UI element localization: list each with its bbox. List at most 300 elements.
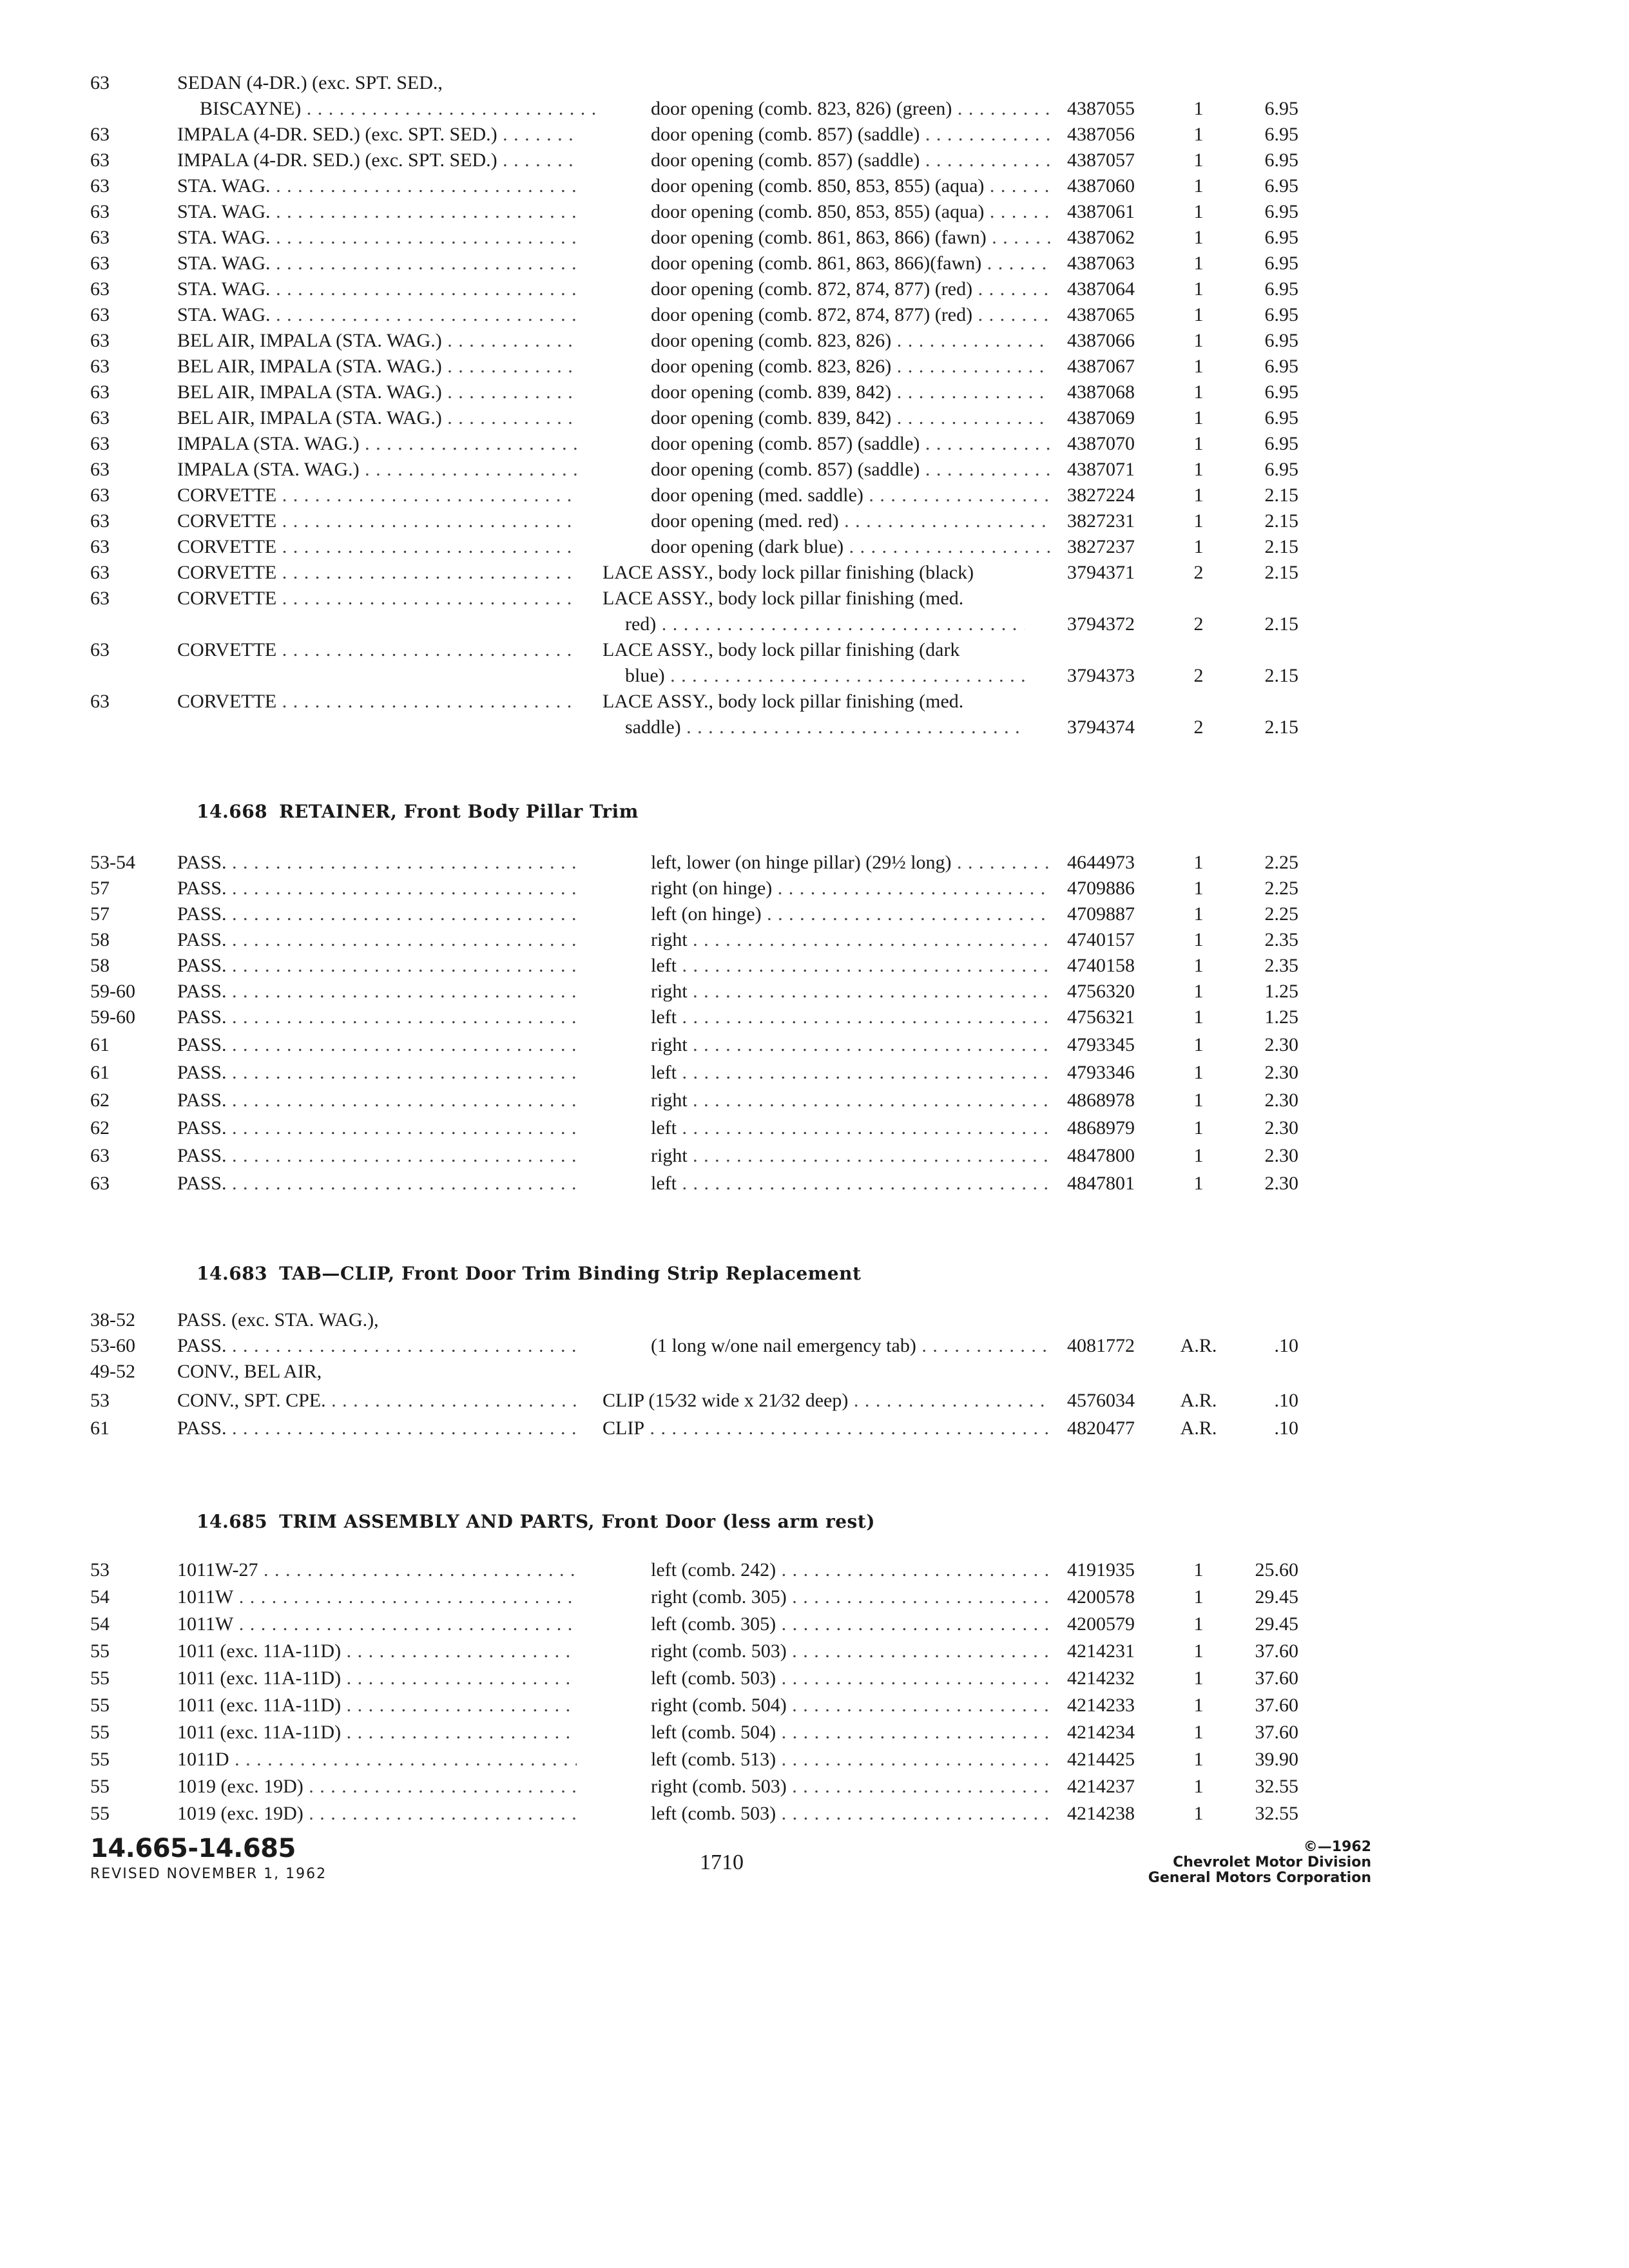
part-number-cell: 4214425 xyxy=(1067,1749,1135,1770)
description-cell xyxy=(651,380,1050,405)
model-cell xyxy=(177,148,577,173)
quantity-cell: 1 xyxy=(1193,253,1204,274)
table-row xyxy=(0,1639,1629,1664)
quantity-cell: 1 xyxy=(1193,1722,1204,1743)
price-cell: 6.95 xyxy=(1264,304,1298,325)
model-text: 1011D xyxy=(177,1749,229,1770)
model-cell xyxy=(177,850,577,875)
price-cell: 2.25 xyxy=(1264,903,1298,925)
description-text: door opening (comb. 857) (saddle) xyxy=(651,149,920,171)
quantity-cell: 1 xyxy=(1193,510,1204,532)
description-text: door opening (comb. 857) (saddle) xyxy=(651,124,920,145)
year-cell: 63 xyxy=(90,175,110,197)
model-text: STA. WAG. xyxy=(177,253,271,274)
model-cell xyxy=(177,303,577,327)
table-row xyxy=(0,1666,1629,1691)
revision-date: REVISED NOVEMBER 1, 1962 xyxy=(90,1866,327,1882)
model-cell xyxy=(177,457,577,482)
model-cell xyxy=(177,1774,577,1799)
price-cell: 2.15 xyxy=(1264,562,1298,583)
description-cell xyxy=(651,406,1050,430)
model-text: 1011W xyxy=(177,1613,234,1635)
year-cell: 63 xyxy=(90,459,110,480)
table-row xyxy=(0,689,1629,714)
price-cell: 6.95 xyxy=(1264,253,1298,274)
description-text: door opening (comb. 857) (saddle) xyxy=(651,433,920,454)
model-text: CORVETTE xyxy=(177,639,277,660)
model-text: 1011 (exc. 11A-11D) xyxy=(177,1695,342,1716)
price-cell: 37.60 xyxy=(1255,1722,1298,1743)
price-cell: 6.95 xyxy=(1264,381,1298,403)
model-text: STA. WAG. xyxy=(177,304,271,325)
quantity-cell: 1 xyxy=(1193,124,1204,145)
price-cell: 6.95 xyxy=(1264,356,1298,377)
quantity-cell: 1 xyxy=(1193,1640,1204,1662)
description-text: left (comb. 504) xyxy=(651,1722,776,1743)
year-cell: 55 xyxy=(90,1776,110,1797)
description-cell xyxy=(651,1612,1050,1637)
description-cell xyxy=(651,1144,1050,1168)
model-cell: CONV., BEL AIR, xyxy=(177,1361,322,1382)
model-text: PASS. xyxy=(177,981,227,1002)
model-text: PASS. xyxy=(177,955,227,976)
description-text: (1 long w/one nail emergency tab) xyxy=(651,1335,916,1356)
model-text: PASS. xyxy=(177,852,227,873)
quantity-cell: 1 xyxy=(1193,1803,1204,1824)
price-cell: 39.90 xyxy=(1255,1749,1298,1770)
description-text: CLIP (15⁄32 wide x 21⁄32 deep) xyxy=(602,1390,849,1411)
quantity-cell: 2 xyxy=(1193,613,1204,635)
part-number-cell: 3827231 xyxy=(1067,510,1135,532)
model-cell xyxy=(177,586,577,611)
table-row xyxy=(0,251,1629,276)
model-text: 1011 (exc. 11A-11D) xyxy=(177,1640,342,1662)
part-number-cell: 4387060 xyxy=(1067,175,1135,197)
description-cell xyxy=(651,928,1050,952)
year-cell: 63 xyxy=(90,201,110,222)
part-number-cell: 3827224 xyxy=(1067,485,1135,506)
description-text: right xyxy=(651,981,688,1002)
section-number: 14.683 xyxy=(197,1263,268,1284)
description-cell xyxy=(651,1033,1050,1057)
table-row xyxy=(0,1308,1629,1332)
description-cell xyxy=(651,483,1050,508)
price-cell: 37.60 xyxy=(1255,1667,1298,1689)
part-number-cell: 3794373 xyxy=(1067,665,1135,686)
part-number-cell: 4191935 xyxy=(1067,1559,1135,1581)
model-cell xyxy=(177,1639,577,1664)
description-cell xyxy=(625,664,1025,688)
description-text: left (comb. 503) xyxy=(651,1803,776,1824)
description-text: door opening (comb. 857) (saddle) xyxy=(651,459,920,480)
year-cell: 55 xyxy=(90,1695,110,1716)
part-number-cell: 3794371 xyxy=(1067,562,1135,583)
table-row xyxy=(0,1033,1629,1057)
part-number-cell: 4214231 xyxy=(1067,1640,1135,1662)
description-cell xyxy=(602,1416,1050,1441)
footer-publisher xyxy=(1148,1840,1371,1886)
price-cell: 6.95 xyxy=(1264,201,1298,222)
model-cell xyxy=(177,1389,577,1413)
price-cell: .10 xyxy=(1274,1390,1298,1411)
model-cell xyxy=(177,535,577,559)
section-heading-14-668 xyxy=(197,801,639,822)
model-text: BEL AIR, IMPALA (STA. WAG.) xyxy=(177,407,442,428)
model-cell xyxy=(177,561,577,585)
model-text: IMPALA (4-DR. SED.) (exc. SPT. SED.) xyxy=(177,124,497,145)
model-cell xyxy=(177,1585,577,1610)
table-row xyxy=(0,1171,1629,1196)
quantity-cell: 2 xyxy=(1193,665,1204,686)
year-cell: 63 xyxy=(90,330,110,351)
price-cell: 2.35 xyxy=(1264,955,1298,976)
model-text: PASS. xyxy=(177,1117,227,1139)
model-text: PASS. xyxy=(177,903,227,925)
year-cell: 63 xyxy=(90,562,110,583)
price-cell: 2.15 xyxy=(1264,665,1298,686)
table-row xyxy=(0,1774,1629,1799)
table-row xyxy=(0,1334,1629,1358)
year-cell: 63 xyxy=(90,227,110,248)
model-cell xyxy=(177,1612,577,1637)
table-row xyxy=(0,1360,1629,1384)
description-text: door opening (comb. 839, 842) xyxy=(651,381,892,403)
quantity-cell: 1 xyxy=(1193,278,1204,300)
price-cell: 1.25 xyxy=(1264,1006,1298,1028)
part-number-cell: 4387056 xyxy=(1067,124,1135,145)
table-row xyxy=(0,535,1629,559)
table-row xyxy=(0,850,1629,875)
model-text: BEL AIR, IMPALA (STA. WAG.) xyxy=(177,330,442,351)
description-cell xyxy=(625,612,1025,637)
description-text: blue) xyxy=(625,665,665,686)
description-cell xyxy=(651,329,1050,353)
model-cell: PASS. (exc. STA. WAG.), xyxy=(177,1309,379,1331)
page-number: 1710 xyxy=(700,1850,744,1874)
part-number-cell: 4387064 xyxy=(1067,278,1135,300)
price-cell: 1.25 xyxy=(1264,981,1298,1002)
model-cell xyxy=(177,1666,577,1691)
description-cell xyxy=(651,876,1050,901)
year-cell: 53-54 xyxy=(90,852,135,873)
description-text: right (comb. 503) xyxy=(651,1776,787,1797)
part-number-cell: 4387063 xyxy=(1067,253,1135,274)
table-row xyxy=(0,928,1629,952)
description-text: door opening (comb. 823, 826) (green) xyxy=(651,98,952,119)
table-row xyxy=(0,1585,1629,1610)
year-cell: 53-60 xyxy=(90,1335,135,1356)
price-cell: 25.60 xyxy=(1255,1559,1298,1581)
price-cell: 37.60 xyxy=(1255,1640,1298,1662)
table-row xyxy=(0,97,1629,121)
description-cell xyxy=(651,1061,1050,1085)
year-cell: 63 xyxy=(90,407,110,428)
description-cell xyxy=(651,1558,1050,1582)
table-row xyxy=(0,148,1629,173)
model-text: BEL AIR, IMPALA (STA. WAG.) xyxy=(177,381,442,403)
price-cell: 6.95 xyxy=(1264,459,1298,480)
model-cell xyxy=(177,329,577,353)
year-cell: 58 xyxy=(90,929,110,950)
description-text: right xyxy=(651,1090,688,1111)
price-cell: 29.45 xyxy=(1255,1586,1298,1608)
quantity-cell: 1 xyxy=(1193,903,1204,925)
price-cell: .10 xyxy=(1274,1335,1298,1356)
year-cell: 63 xyxy=(90,1173,110,1194)
quantity-cell: 1 xyxy=(1193,1034,1204,1055)
quantity-cell: 1 xyxy=(1193,1559,1204,1581)
model-cell xyxy=(177,354,577,379)
quantity-cell: 1 xyxy=(1193,1145,1204,1166)
year-cell: 63 xyxy=(90,1145,110,1166)
model-text: STA. WAG. xyxy=(177,201,271,222)
description-cell xyxy=(651,1693,1050,1718)
description-cell xyxy=(651,1802,1050,1826)
description-cell xyxy=(651,535,1050,559)
table-row xyxy=(0,902,1629,927)
quantity-cell: 1 xyxy=(1193,1749,1204,1770)
table-row xyxy=(0,1558,1629,1582)
section-range: 14.665-14.685 xyxy=(90,1834,296,1863)
model-text: IMPALA (STA. WAG.) xyxy=(177,459,360,480)
year-cell: 55 xyxy=(90,1803,110,1824)
quantity-cell: 1 xyxy=(1193,407,1204,428)
description-text: right xyxy=(651,1145,688,1166)
description-text: right (comb. 504) xyxy=(651,1695,787,1716)
quantity-cell: 1 xyxy=(1193,1173,1204,1194)
table-row xyxy=(0,1116,1629,1140)
model-text: PASS. xyxy=(177,1335,227,1356)
model-cell xyxy=(177,1558,577,1582)
part-number-cell: 4793346 xyxy=(1067,1062,1135,1083)
description-text: right xyxy=(651,1034,688,1055)
year-cell: 55 xyxy=(90,1722,110,1743)
description-text: door opening (comb. 861, 863, 866)(fawn) xyxy=(651,253,982,274)
description-text: door opening (comb. 872, 874, 877) (red) xyxy=(651,278,973,300)
price-cell: 2.15 xyxy=(1264,485,1298,506)
price-cell: 2.30 xyxy=(1264,1034,1298,1055)
model-text: PASS. xyxy=(177,929,227,950)
section-heading-14-683 xyxy=(197,1263,861,1284)
description-cell xyxy=(651,1171,1050,1196)
description-cell xyxy=(651,226,1050,250)
description-cell xyxy=(651,850,1050,875)
quantity-cell: 1 xyxy=(1193,1695,1204,1716)
table-row xyxy=(0,1802,1629,1826)
year-cell: 55 xyxy=(90,1640,110,1662)
table-row xyxy=(0,1693,1629,1718)
part-number-cell: 4387070 xyxy=(1067,433,1135,454)
year-cell: 63 xyxy=(90,485,110,506)
table-row xyxy=(0,1747,1629,1772)
year-cell: 61 xyxy=(90,1034,110,1055)
quantity-cell: 1 xyxy=(1193,201,1204,222)
table-row xyxy=(0,174,1629,198)
model-text: PASS. xyxy=(177,878,227,899)
year-cell: 63 xyxy=(90,381,110,403)
table-row xyxy=(0,432,1629,456)
part-number-cell: 4214233 xyxy=(1067,1695,1135,1716)
quantity-cell: 1 xyxy=(1193,1062,1204,1083)
part-number-cell: 4740157 xyxy=(1067,929,1135,950)
quantity-cell: 1 xyxy=(1193,304,1204,325)
division-name: Chevrolet Motor Division xyxy=(1173,1854,1371,1870)
section-title: TRIM ASSEMBLY AND PARTS, Front Door (less arm rest) xyxy=(279,1511,875,1532)
table-row xyxy=(0,1005,1629,1030)
description-text: left xyxy=(651,1006,677,1028)
description-text: right xyxy=(651,929,688,950)
description-text: door opening (comb. 839, 842) xyxy=(651,407,892,428)
quantity-cell: 1 xyxy=(1193,381,1204,403)
quantity-cell: 1 xyxy=(1193,852,1204,873)
table-row xyxy=(0,122,1629,147)
model-cell: SEDAN (4-DR.) (exc. SPT. SED., xyxy=(177,72,443,93)
year-cell: 63 xyxy=(90,278,110,300)
section-title: TAB—CLIP, Front Door Trim Binding Strip Replacement xyxy=(279,1263,862,1284)
description-cell: LACE ASSY., body lock pillar finishing (dark xyxy=(602,639,960,660)
model-text: PASS. xyxy=(177,1034,227,1055)
description-cell xyxy=(651,954,1050,978)
quantity-cell: 1 xyxy=(1193,536,1204,557)
part-number-cell: 4820477 xyxy=(1067,1418,1135,1439)
part-number-cell: 4214238 xyxy=(1067,1803,1135,1824)
year-cell: 63 xyxy=(90,304,110,325)
part-number-cell: 4740158 xyxy=(1067,955,1135,976)
model-cell xyxy=(177,876,577,901)
year-cell: 57 xyxy=(90,878,110,899)
price-cell: 6.95 xyxy=(1264,433,1298,454)
model-cell xyxy=(177,251,577,276)
part-number-cell: 4387068 xyxy=(1067,381,1135,403)
model-cell xyxy=(177,1116,577,1140)
description-text: left (on hinge) xyxy=(651,903,762,925)
year-cell: 53 xyxy=(90,1390,110,1411)
year-cell: 63 xyxy=(90,253,110,274)
model-text: PASS. xyxy=(177,1145,227,1166)
model-text: PASS. xyxy=(177,1418,227,1439)
part-number-cell: 4200578 xyxy=(1067,1586,1135,1608)
part-number-cell: 4387061 xyxy=(1067,201,1135,222)
year-cell: 63 xyxy=(90,124,110,145)
table-row xyxy=(0,664,1629,688)
part-number-cell: 4387065 xyxy=(1067,304,1135,325)
description-cell xyxy=(651,251,1050,276)
table-row xyxy=(0,1389,1629,1413)
year-cell: 63 xyxy=(90,72,110,93)
description-cell xyxy=(651,1639,1050,1664)
description-text: left (comb. 242) xyxy=(651,1559,776,1581)
description-cell xyxy=(651,174,1050,198)
price-cell: 2.35 xyxy=(1264,929,1298,950)
quantity-cell: 1 xyxy=(1193,955,1204,976)
table-row xyxy=(0,1416,1629,1441)
description-cell xyxy=(651,1666,1050,1691)
model-text: CORVETTE xyxy=(177,536,277,557)
table-row xyxy=(0,1612,1629,1637)
description-cell xyxy=(651,97,1050,121)
table-row xyxy=(0,1144,1629,1168)
description-text: left xyxy=(651,1173,677,1194)
description-cell xyxy=(651,1747,1050,1772)
price-cell: 2.25 xyxy=(1264,878,1298,899)
model-cell xyxy=(177,432,577,456)
section-number: 14.685 xyxy=(197,1511,268,1532)
table-row xyxy=(0,638,1629,662)
table-row xyxy=(0,612,1629,637)
table-row xyxy=(0,586,1629,611)
part-number-cell: 4576034 xyxy=(1067,1390,1135,1411)
year-cell: 63 xyxy=(90,149,110,171)
part-number-cell: 4387071 xyxy=(1067,459,1135,480)
year-cell: 63 xyxy=(90,639,110,660)
description-cell xyxy=(651,1774,1050,1799)
part-number-cell: 4847801 xyxy=(1067,1173,1135,1194)
price-cell: 2.30 xyxy=(1264,1145,1298,1166)
quantity-cell: 1 xyxy=(1193,981,1204,1002)
model-cell xyxy=(177,1033,577,1057)
model-text: CORVETTE xyxy=(177,691,277,712)
quantity-cell: 1 xyxy=(1193,1776,1204,1797)
model-cell xyxy=(177,483,577,508)
model-cell xyxy=(177,122,577,147)
model-text: CORVETTE xyxy=(177,562,277,583)
description-cell: LACE ASSY., body lock pillar finishing (med. xyxy=(602,691,964,712)
model-text: IMPALA (4-DR. SED.) (exc. SPT. SED.) xyxy=(177,149,497,171)
model-text: CORVETTE xyxy=(177,485,277,506)
model-cell xyxy=(177,1144,577,1168)
quantity-cell: 1 xyxy=(1193,485,1204,506)
model-cell xyxy=(177,1061,577,1085)
price-cell: 32.55 xyxy=(1255,1776,1298,1797)
part-number-cell: 3794374 xyxy=(1067,716,1135,738)
description-text: right (comb. 503) xyxy=(651,1640,787,1662)
section-number: 14.668 xyxy=(197,801,268,822)
description-cell xyxy=(651,277,1050,302)
year-cell: 54 xyxy=(90,1586,110,1608)
model-text: PASS. xyxy=(177,1173,227,1194)
part-number-cell: 4214237 xyxy=(1067,1776,1135,1797)
model-text: CORVETTE xyxy=(177,588,277,609)
description-cell xyxy=(651,1088,1050,1113)
price-cell: 6.95 xyxy=(1264,278,1298,300)
part-number-cell: 4709886 xyxy=(1067,878,1135,899)
description-cell xyxy=(651,1585,1050,1610)
quantity-cell: 2 xyxy=(1193,562,1204,583)
description-cell xyxy=(651,1005,1050,1030)
model-cell xyxy=(177,1720,577,1745)
model-cell xyxy=(177,1334,577,1358)
description-text: left xyxy=(651,1117,677,1139)
price-cell: 6.95 xyxy=(1264,227,1298,248)
price-cell: 2.15 xyxy=(1264,536,1298,557)
table-row xyxy=(0,457,1629,482)
quantity-cell: A.R. xyxy=(1180,1390,1217,1411)
table-row xyxy=(0,380,1629,405)
description-cell xyxy=(651,1334,1050,1358)
model-cell xyxy=(177,1747,577,1772)
price-cell: 32.55 xyxy=(1255,1803,1298,1824)
part-number-cell: 4868979 xyxy=(1067,1117,1135,1139)
year-cell: 55 xyxy=(90,1749,110,1770)
table-row xyxy=(0,483,1629,508)
description-text: door opening (dark blue) xyxy=(651,536,844,557)
model-text: 1019 (exc. 19D) xyxy=(177,1803,304,1824)
description-text: door opening (comb. 823, 826) xyxy=(651,330,892,351)
model-text: STA. WAG. xyxy=(177,278,271,300)
part-number-cell: 4387055 xyxy=(1067,98,1135,119)
description-text: left (comb. 503) xyxy=(651,1667,776,1689)
part-number-cell: 4387069 xyxy=(1067,407,1135,428)
